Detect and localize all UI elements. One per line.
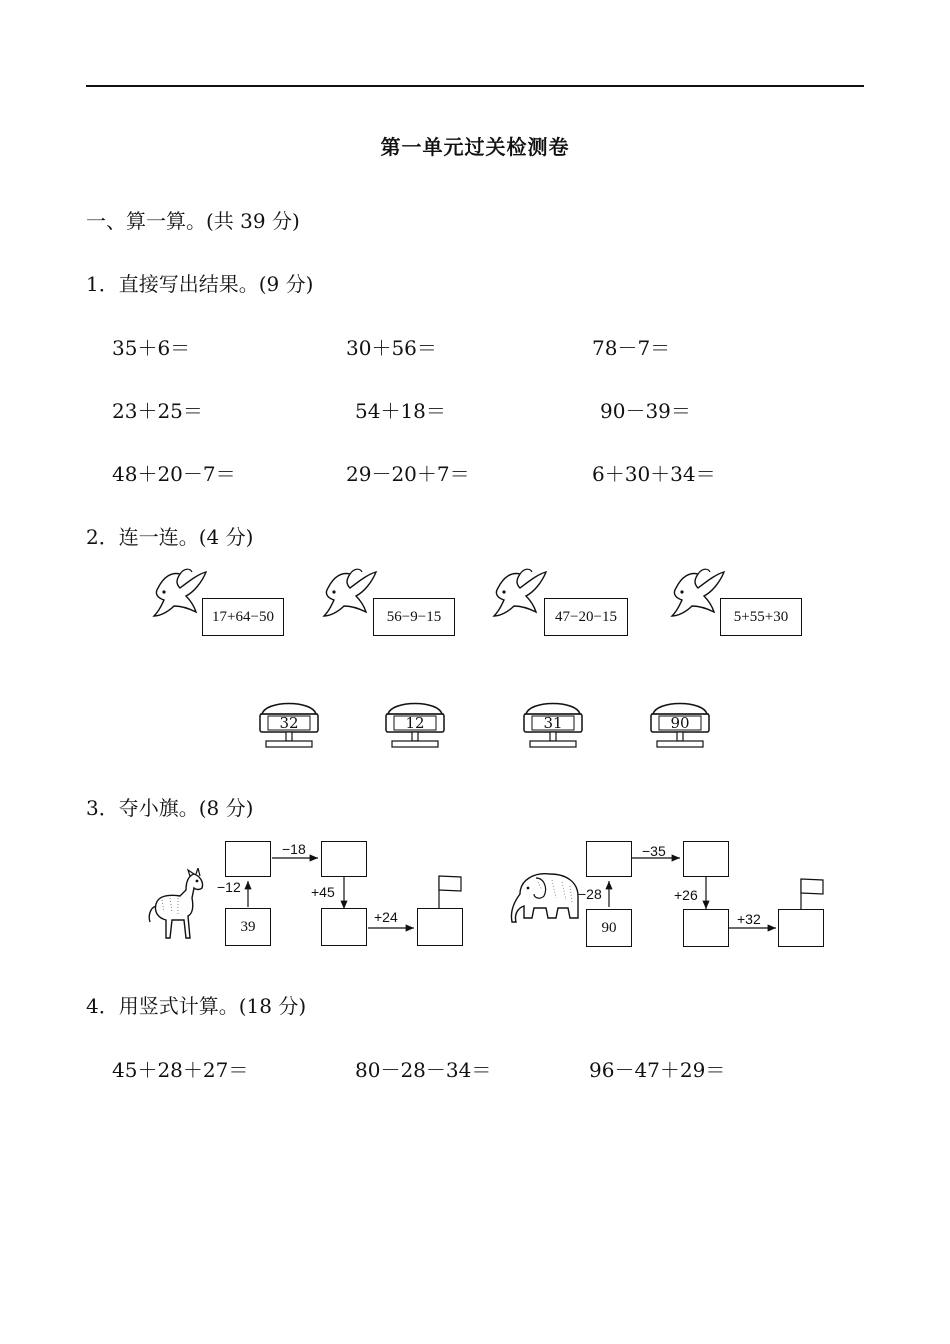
page-title: 第一单元过关检测卷 <box>380 135 570 159</box>
dove-icon <box>490 566 550 622</box>
elephant-step-box-2[interactable] <box>683 841 729 877</box>
elephant-start-box: 90 <box>586 909 632 947</box>
horse-step-box-1[interactable] <box>225 841 271 877</box>
elephant-op-2: −35 <box>642 843 666 859</box>
mailbox-number: 32 <box>279 714 299 732</box>
horse-icon <box>144 868 210 944</box>
elephant-flag-box[interactable] <box>778 909 824 947</box>
elephant-op-1: −28 <box>578 886 602 902</box>
horse-op-2: −18 <box>282 841 306 857</box>
q1-expression: 48＋20－7＝ <box>112 462 236 486</box>
q4-expression: 96－47＋29＝ <box>589 1058 726 1082</box>
horse-step-box-3[interactable] <box>321 908 367 946</box>
horse-flag-box[interactable] <box>417 908 463 946</box>
section-heading: 一、算一算。(共 39 分) <box>86 209 300 233</box>
header-rule <box>86 85 864 87</box>
q2-heading: 2．连一连。(4 分) <box>86 525 254 549</box>
q1-heading: 1．直接写出结果。(9 分) <box>86 272 314 296</box>
mailbox-number: 90 <box>670 714 690 732</box>
q4-expression: 80－28－34＝ <box>355 1058 492 1082</box>
bird-card-expression: 17+64−50 <box>202 598 284 636</box>
q1-expression: 23＋25＝ <box>112 399 203 423</box>
elephant-op-4: +32 <box>737 911 761 927</box>
dove-icon <box>150 566 210 622</box>
q1-expression: 54＋18＝ <box>355 399 446 423</box>
q1-expression: 78－7＝ <box>592 336 671 360</box>
dove-icon <box>320 566 380 622</box>
q4-expression: 45＋28＋27＝ <box>112 1058 249 1082</box>
horse-start-box: 39 <box>225 908 271 946</box>
q1-expression: 90－39＝ <box>600 399 691 423</box>
mailbox-number: 31 <box>543 714 563 732</box>
horse-op-4: +24 <box>374 909 398 925</box>
q1-expression: 6＋30＋34＝ <box>592 462 716 486</box>
horse-op-3: +45 <box>311 884 335 900</box>
elephant-step-box-3[interactable] <box>683 909 729 947</box>
horse-op-1: −12 <box>217 879 241 895</box>
bird-card-expression: 56−9−15 <box>373 598 455 636</box>
dove-icon <box>668 566 728 622</box>
horse-step-box-2[interactable] <box>321 841 367 877</box>
elephant-icon <box>508 868 586 930</box>
elephant-step-box-1[interactable] <box>586 841 632 877</box>
q1-expression: 30＋56＝ <box>346 336 437 360</box>
bird-card-expression: 47−20−15 <box>544 598 628 636</box>
q1-expression: 29－20＋7＝ <box>346 462 470 486</box>
q1-expression: 35＋6＝ <box>112 336 191 360</box>
bird-card-expression: 5+55+30 <box>720 598 802 636</box>
mailbox-number: 12 <box>405 714 425 732</box>
elephant-op-3: +26 <box>674 887 698 903</box>
q3-heading: 3．夺小旗。(8 分) <box>86 796 254 820</box>
q4-heading: 4．用竖式计算。(18 分) <box>86 994 307 1018</box>
